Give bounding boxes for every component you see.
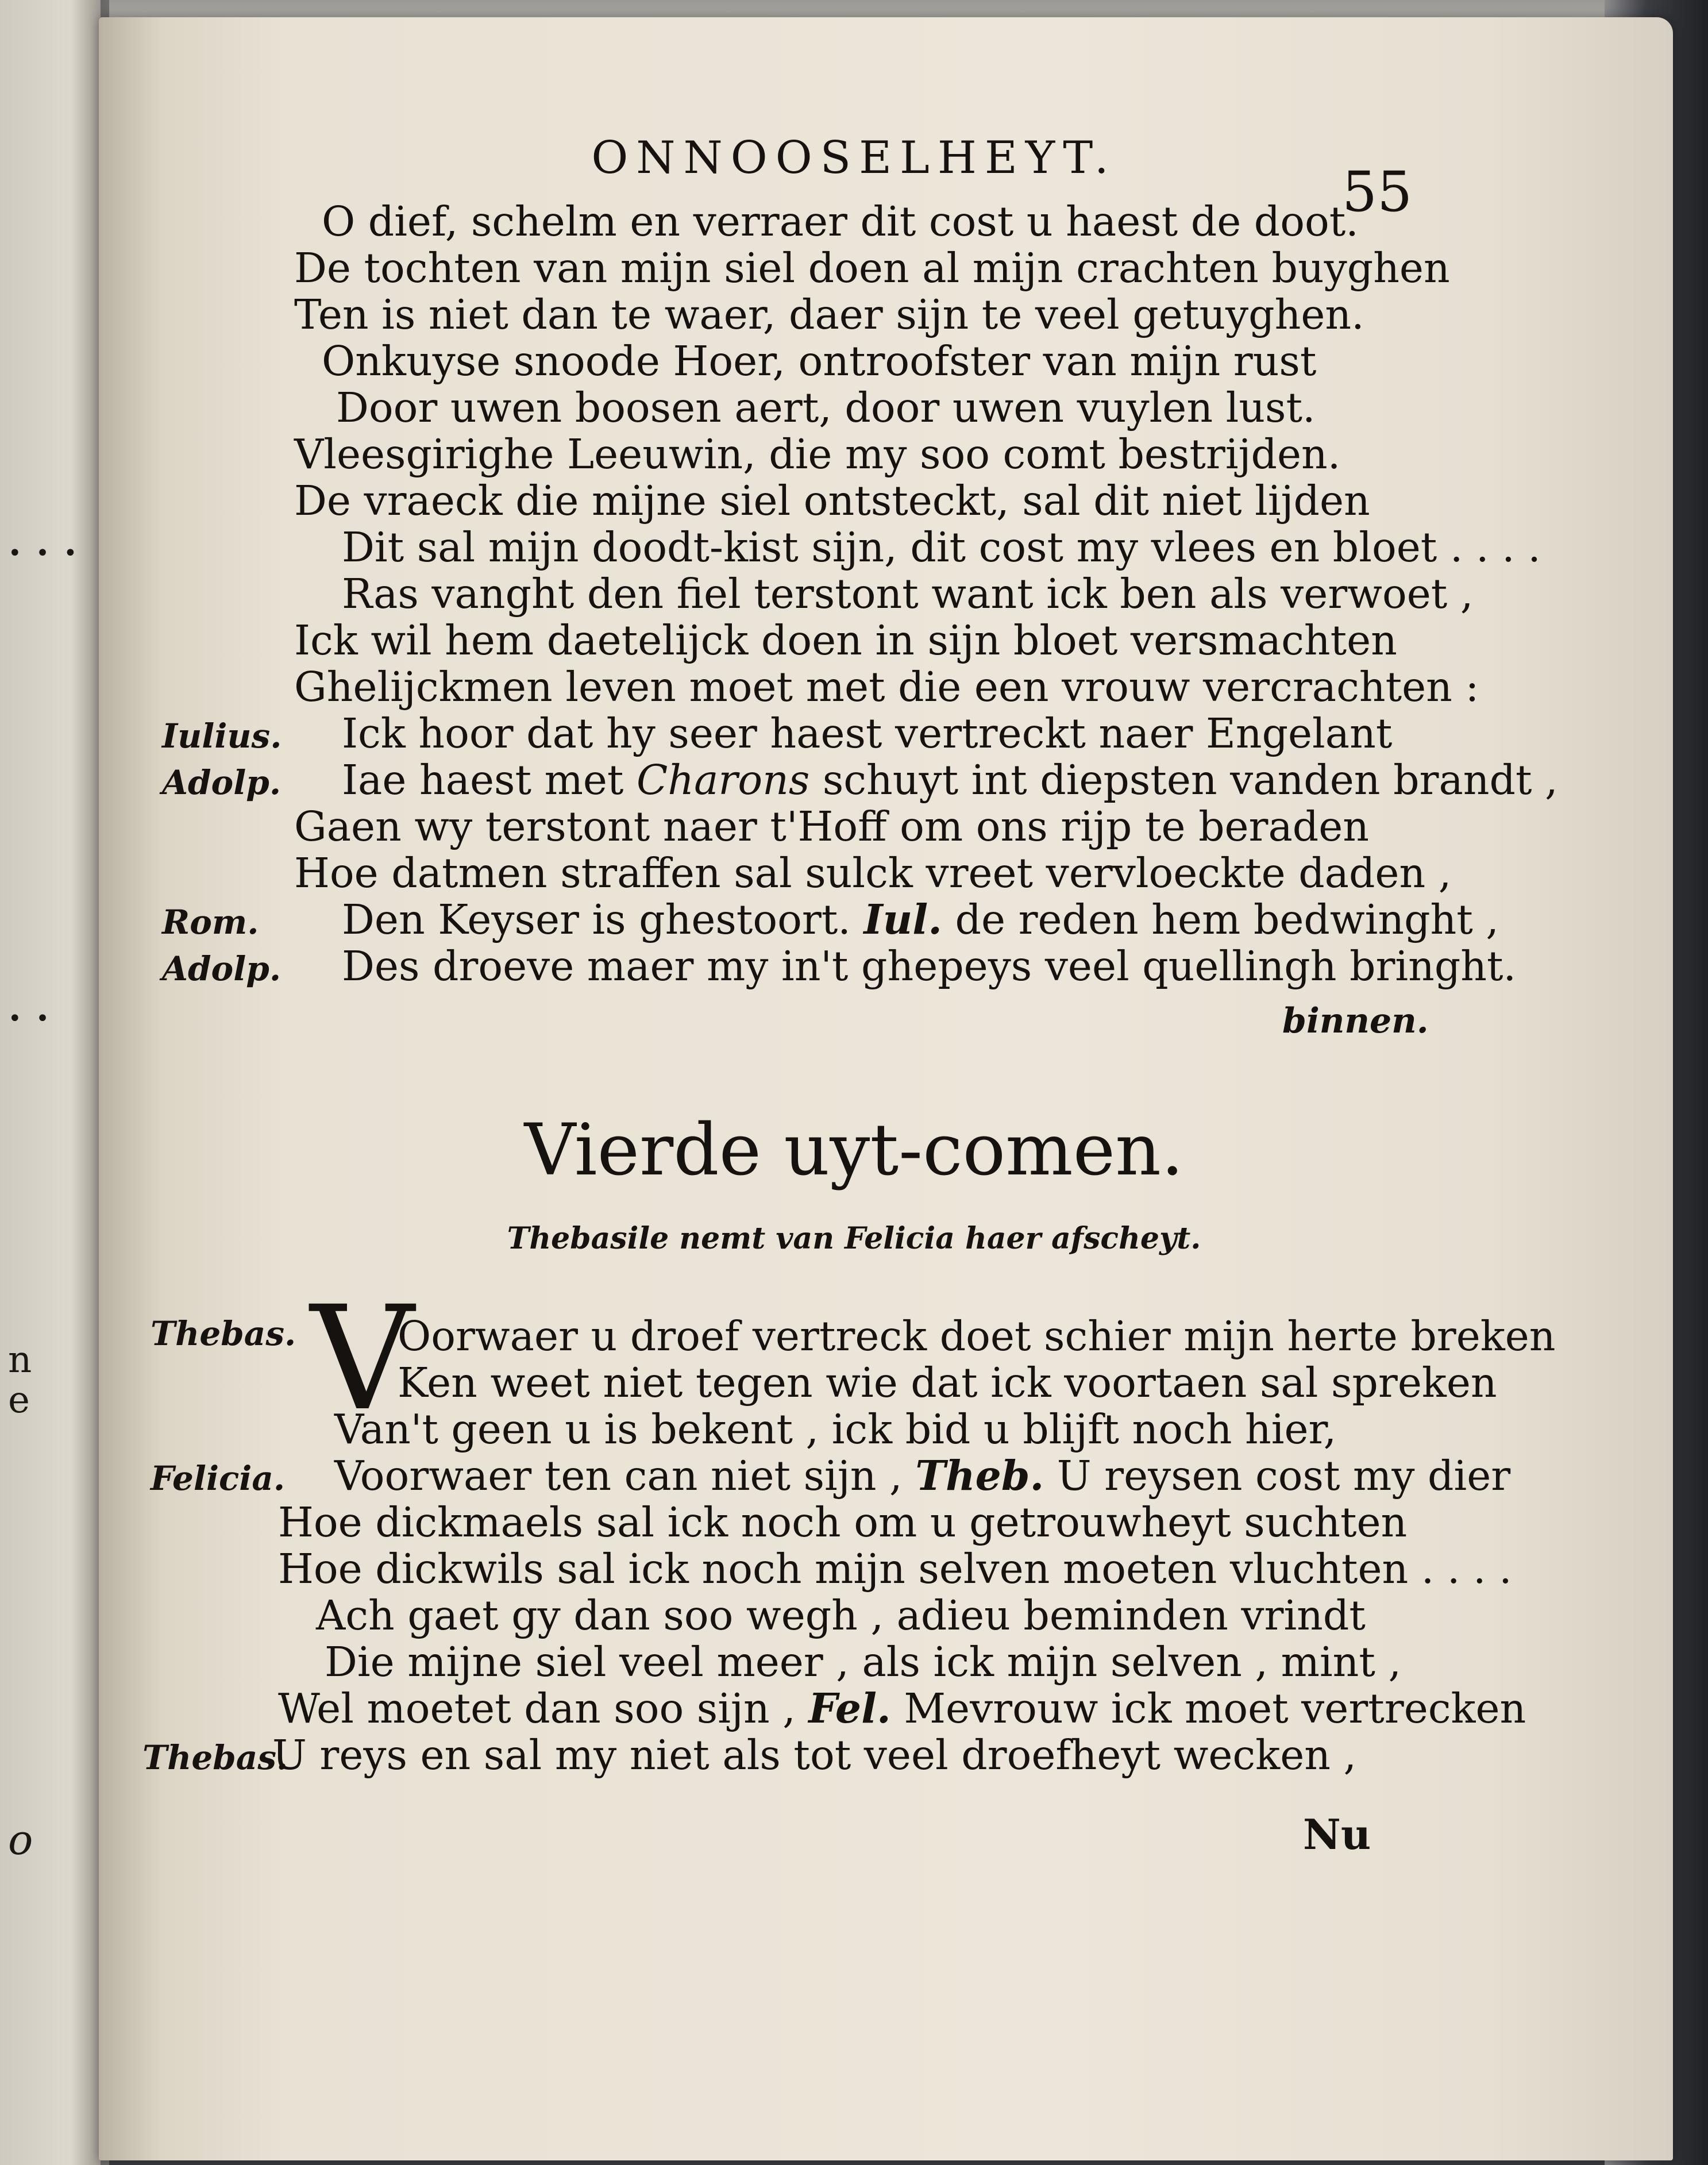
stage-direction: binnen. bbox=[1282, 1001, 1429, 1041]
verse-line: Hoe dickwils sal ick noch mijn selven moeten vluchten . . . . bbox=[278, 1545, 1512, 1593]
verse-line bbox=[342, 756, 1558, 804]
left-page-mark: o bbox=[8, 1816, 33, 1864]
verse-text: Den Keyser is ghestoort. bbox=[342, 896, 864, 943]
running-head: ONNOOSELHEYT. bbox=[591, 132, 1117, 184]
left-page-mark: • • bbox=[8, 1006, 53, 1032]
verse-line bbox=[278, 1684, 1526, 1732]
verse-line: Des droeve maer my in't ghepeys veel quellingh bringht. bbox=[342, 942, 1517, 990]
speaker-label: Iulius. bbox=[162, 716, 282, 756]
scene-title: Vierde uyt-comen. bbox=[524, 1109, 1184, 1192]
scene-subtitle: Thebasile nemt van Felicia haer afscheyt. bbox=[507, 1221, 1201, 1256]
verse-italic: Fel. bbox=[808, 1684, 891, 1732]
verse-line: Ghelijckmen leven moet met die een vrouw vercrachten : bbox=[294, 663, 1479, 711]
verse-italic: Iul. bbox=[863, 895, 942, 943]
verse-line: Ick wil hem daetelijck doen in sijn bloet versmachten bbox=[294, 617, 1397, 664]
verse-text: Iae haest met bbox=[342, 756, 637, 804]
left-page-edge bbox=[0, 0, 101, 2165]
speaker-label: Felicia. bbox=[151, 1459, 286, 1498]
left-page-mark: e bbox=[8, 1379, 30, 1421]
verse-line: Hoe datmen straffen sal sulck vreet vervloeckte daden , bbox=[294, 849, 1452, 897]
verse-line: Van't geen u is bekent , ick bid u blijft noch hier, bbox=[334, 1405, 1337, 1453]
verse-line: Oorwaer u droef vertreck doet schier mijn herte breken bbox=[398, 1312, 1556, 1360]
verse-text: Wel moetet dan soo sijn , bbox=[278, 1685, 809, 1732]
verse-line bbox=[342, 895, 1499, 943]
verse-line: Ras vanght den fiel terstont want ick ben als verwoet , bbox=[342, 570, 1474, 618]
page-number: 55 bbox=[1342, 160, 1413, 224]
verse-line: Vleesgirighe Leeuwin, die my soo comt bestrijden. bbox=[294, 430, 1341, 478]
verse-line: Ick hoor dat hy seer haest vertreckt naer Engelant bbox=[342, 710, 1393, 757]
verse-line: Door uwen boosen aert, door uwen vuylen lust. bbox=[336, 384, 1316, 432]
speaker-label: Adolp. bbox=[162, 949, 282, 988]
verse-line: Die mijne siel veel meer , als ick mijn selven , mint , bbox=[325, 1638, 1402, 1686]
left-page-mark: • • • bbox=[8, 540, 81, 567]
verse-line: Ten is niet dan te waer, daer sijn te veel getuyghen. bbox=[294, 291, 1364, 338]
verse-italic: Charons bbox=[637, 756, 810, 804]
speaker-label: Thebas. bbox=[151, 1314, 296, 1353]
speaker-label: Rom. bbox=[162, 903, 259, 942]
verse-line bbox=[334, 1451, 1511, 1500]
verse-text: de reden hem bedwinght , bbox=[942, 896, 1499, 943]
verse-line: De tochten van mijn siel doen al mijn crachten buyghen bbox=[294, 244, 1450, 292]
speaker-label: Adolp. bbox=[162, 763, 282, 802]
verse-line: Dit sal mijn doodt-kist sijn, dit cost my vlees en bloet . . . . bbox=[342, 523, 1541, 571]
verse-italic: Theb. bbox=[915, 1451, 1044, 1500]
verse-line: Ken weet niet tegen wie dat ick voortaen sal spreken bbox=[398, 1359, 1497, 1407]
verse-text: Mevrouw ick moet vertrecken bbox=[890, 1685, 1526, 1732]
verse-line: Gaen wy terstont naer t'Hoff om ons rijp te beraden bbox=[294, 803, 1369, 850]
left-page-mark: n bbox=[8, 1339, 32, 1381]
verse-line: De vraeck die mijne siel ontsteckt, sal dit niet lijden bbox=[294, 477, 1370, 525]
verse-line: Hoe dickmaels sal ick noch om u getrouwheyt suchten bbox=[278, 1498, 1408, 1546]
verse-line: U reys en sal my niet als tot veel droefheyt wecken , bbox=[272, 1731, 1357, 1779]
verse-line: Ach gaet gy dan soo wegh , adieu beminden vrindt bbox=[316, 1592, 1366, 1639]
catchword: Nu bbox=[1303, 1810, 1371, 1859]
verse-text: schuyt int diepsten vanden brandt , bbox=[809, 756, 1558, 804]
speaker-label: Thebas. bbox=[142, 1738, 288, 1777]
verse-line: Onkuyse snoode Hoer, ontroofster van mijn rust bbox=[322, 337, 1317, 385]
drop-cap: V bbox=[310, 1275, 414, 1442]
verse-text: Voorwaer ten can niet sijn , bbox=[334, 1452, 916, 1500]
verse-text: U reysen cost my dier bbox=[1044, 1452, 1511, 1500]
verse-line: O dief, schelm en verraer dit cost u haest de doot. bbox=[322, 198, 1359, 245]
